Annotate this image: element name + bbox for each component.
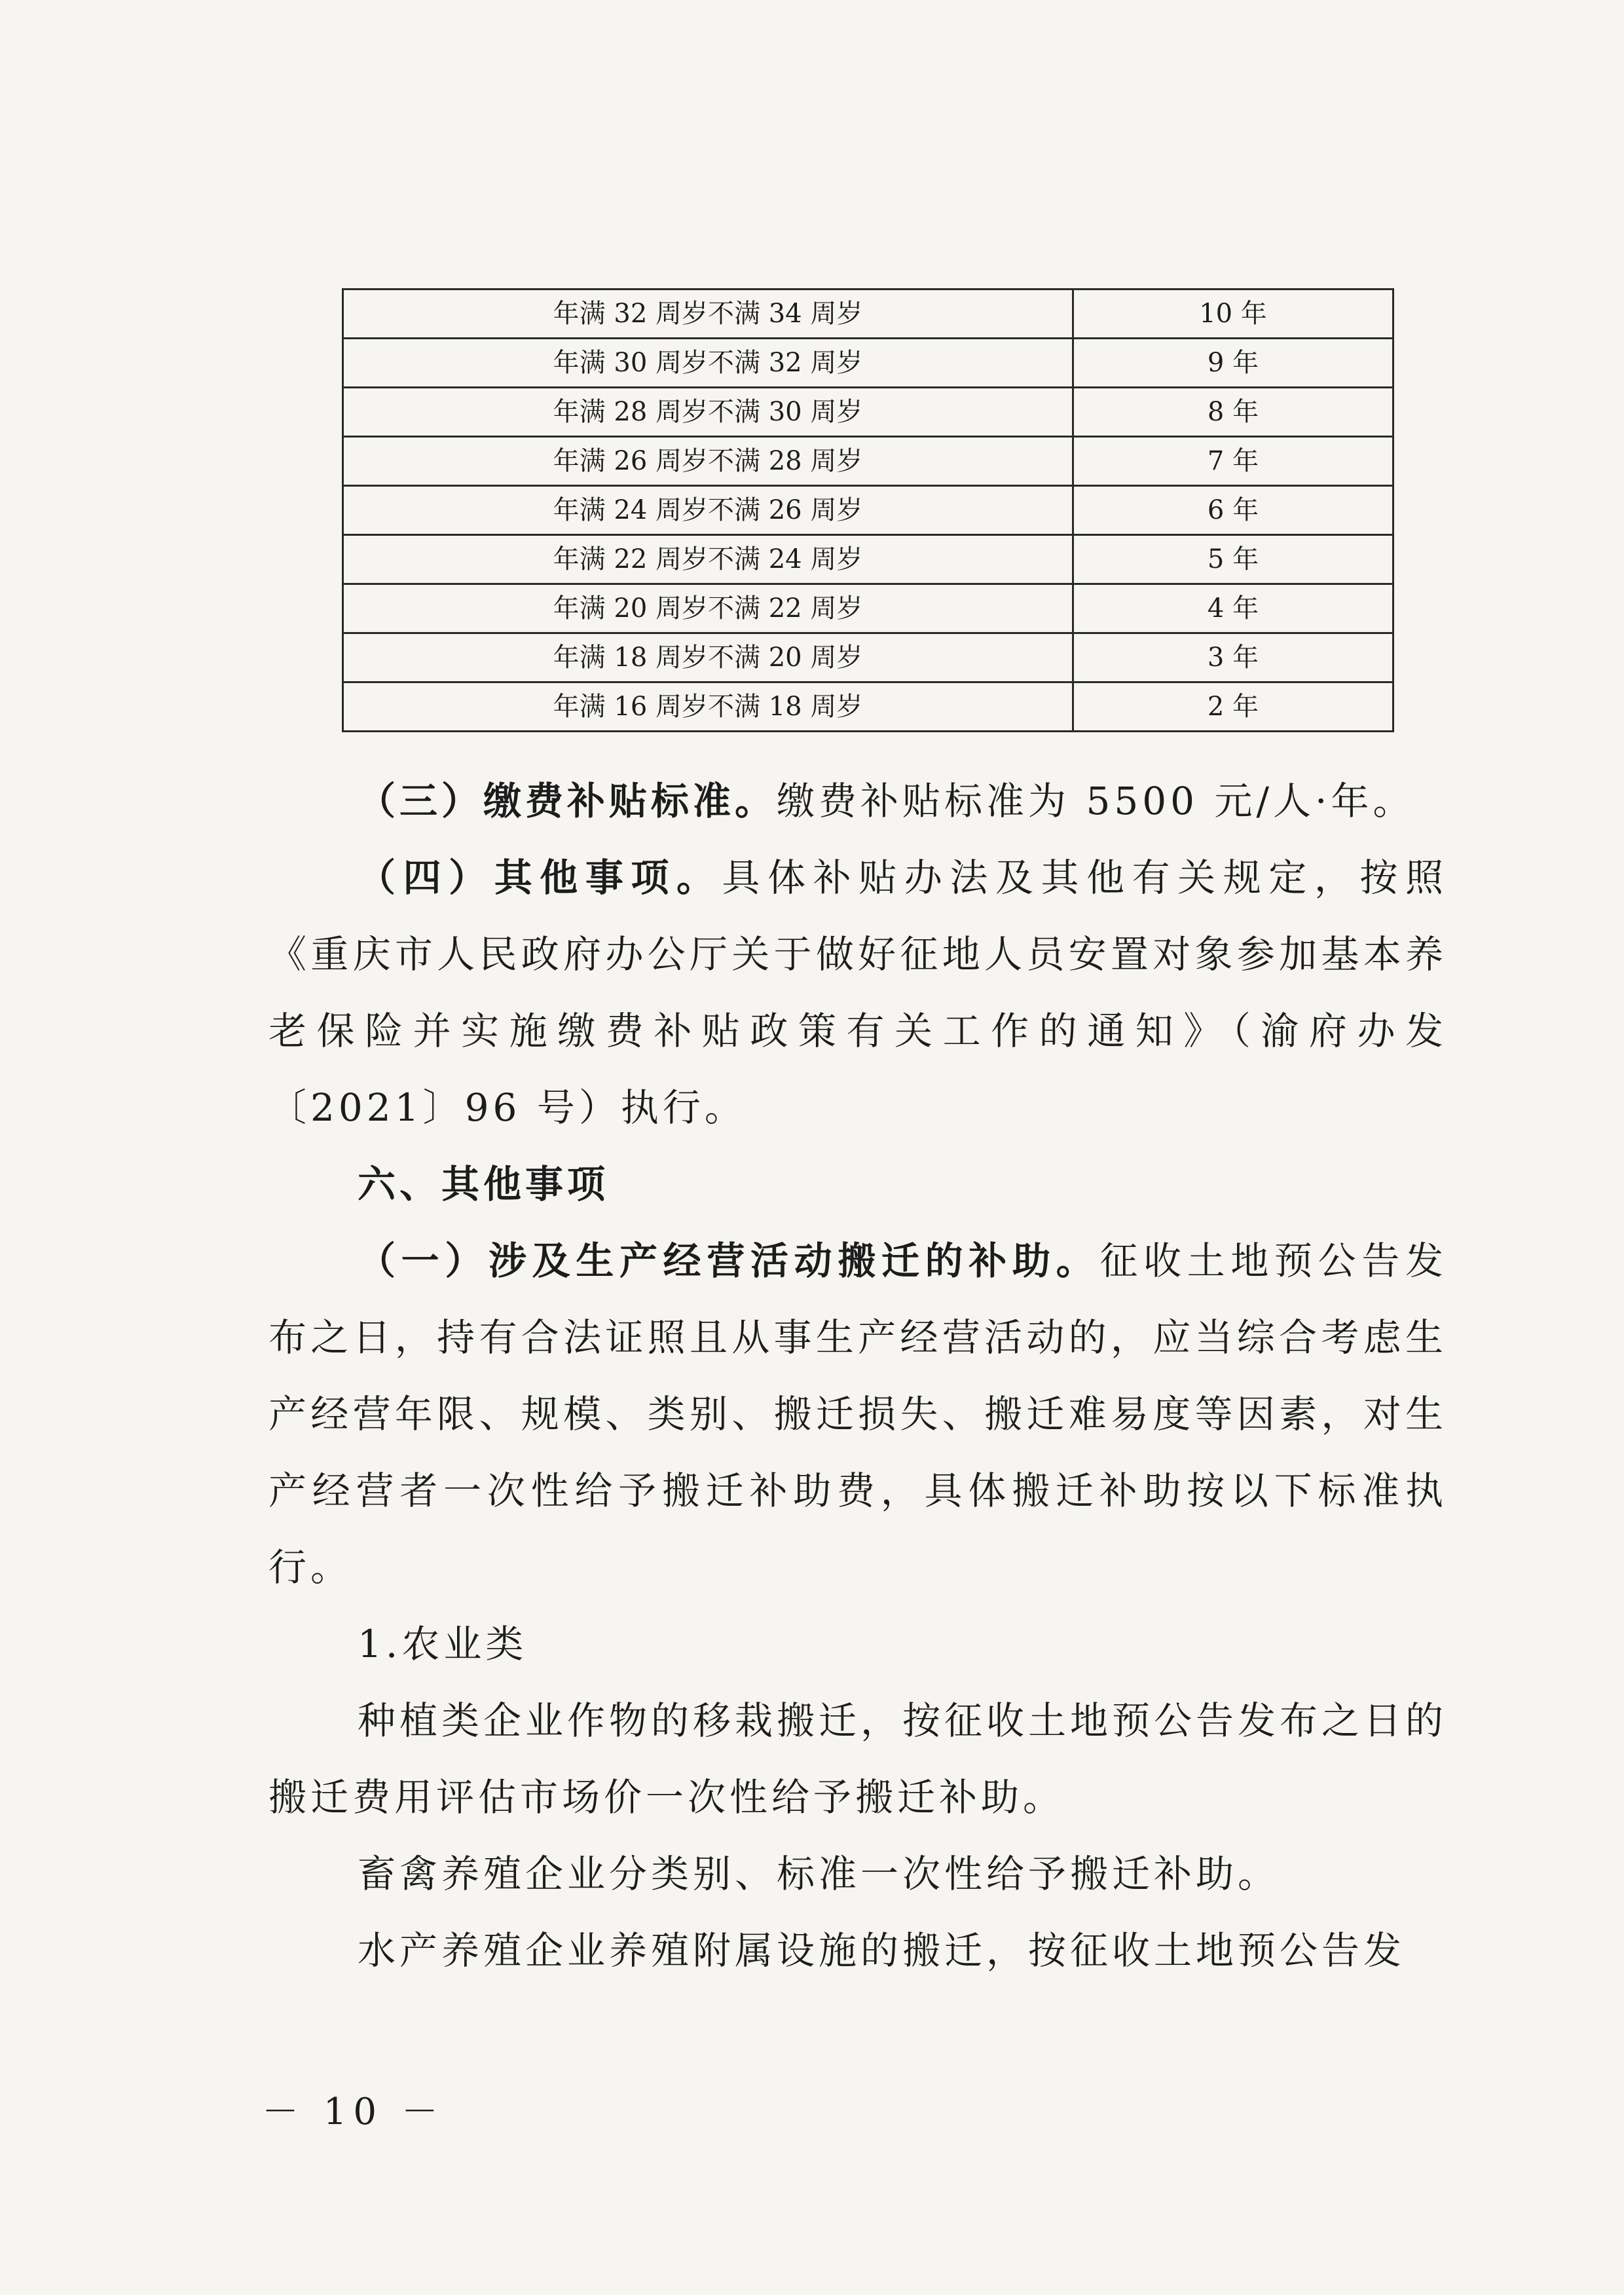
age-range-cell: 年满 24 周岁不满 26 周岁	[343, 486, 1073, 535]
table-row	[343, 339, 1393, 388]
age-range-cell: 年满 18 周岁不满 20 周岁	[343, 633, 1073, 682]
age-years-table	[342, 288, 1394, 732]
item-3-title: （三）缴费补贴标准。	[358, 779, 777, 823]
item-4-title: （四）其他事项。	[358, 855, 722, 900]
paragraph-planting: 种植类企业作物的移栽搬迁，按征收土地预公告发布之日的搬迁费用评估市场价一次性给予搬迁补助。	[268, 1698, 1448, 1819]
sub-1-body: 征收土地预公告发布之日，持有合法证照且从事生产经营活动的，应当综合考虑生产经营年限、规模、类别、搬迁损失、搬迁难易度等因素，对生产经营者一次性给予搬迁补助费，具体搬迁补助按以下标准执行。	[268, 1239, 1447, 1590]
paragraph-livestock: 畜禽养殖企业分类别、标准一次性给予搬迁补助。	[358, 1852, 1280, 1896]
item-3-body: 缴费补贴标准为 5500 元/人·年。	[777, 779, 1415, 823]
years-cell: 9 年	[1073, 339, 1393, 388]
paragraph-sub-1	[268, 1223, 1447, 1606]
age-range-cell: 年满 22 周岁不满 24 周岁	[343, 535, 1073, 584]
years-cell: 5 年	[1073, 535, 1393, 584]
agriculture-heading: 1.农业类	[358, 1622, 528, 1666]
item-4-body: 具体补贴办法及其他有关规定，按照《重庆市人民政府办公厅关于做好征地人员安置对象参加基本养老保险并实施缴费补贴政策有关工作的通知》（渝府办发〔2021〕96 号）执行。	[268, 855, 1447, 1130]
section-6-heading: 六、其他事项	[358, 1162, 610, 1206]
years-cell: 4 年	[1073, 584, 1393, 633]
age-range-cell: 年满 30 周岁不满 32 周岁	[343, 339, 1073, 388]
table-row	[343, 388, 1393, 437]
years-cell: 10 年	[1073, 289, 1393, 339]
paragraph-item-4	[268, 840, 1447, 1146]
years-cell: 3 年	[1073, 633, 1393, 682]
age-range-cell: 年满 28 周岁不满 30 周岁	[343, 388, 1073, 437]
age-range-cell: 年满 16 周岁不满 18 周岁	[343, 682, 1073, 732]
table-row	[343, 584, 1393, 633]
page-number: － 10 －	[262, 2091, 445, 2133]
age-range-cell: 年满 20 周岁不满 22 周岁	[343, 584, 1073, 633]
years-cell: 2 年	[1073, 682, 1393, 732]
table-row	[343, 535, 1393, 584]
age-range-cell: 年满 26 周岁不满 28 周岁	[343, 437, 1073, 486]
paragraph-aquaculture: 水产养殖企业养殖附属设施的搬迁，按征收土地预公告发	[358, 1928, 1406, 1973]
years-cell: 6 年	[1073, 486, 1393, 535]
table-body	[343, 289, 1393, 732]
years-cell: 7 年	[1073, 437, 1393, 486]
age-range-cell: 年满 32 周岁不满 34 周岁	[343, 289, 1073, 339]
table-row	[343, 682, 1393, 732]
table-row	[343, 437, 1393, 486]
years-cell: 8 年	[1073, 388, 1393, 437]
table-row	[343, 289, 1393, 339]
paragraph-item-3	[268, 763, 1447, 840]
sub-1-title: （一）涉及生产经营活动搬迁的补助。	[358, 1239, 1100, 1283]
body-text	[268, 763, 1447, 1989]
table-row	[343, 486, 1393, 535]
table-row	[343, 633, 1393, 682]
